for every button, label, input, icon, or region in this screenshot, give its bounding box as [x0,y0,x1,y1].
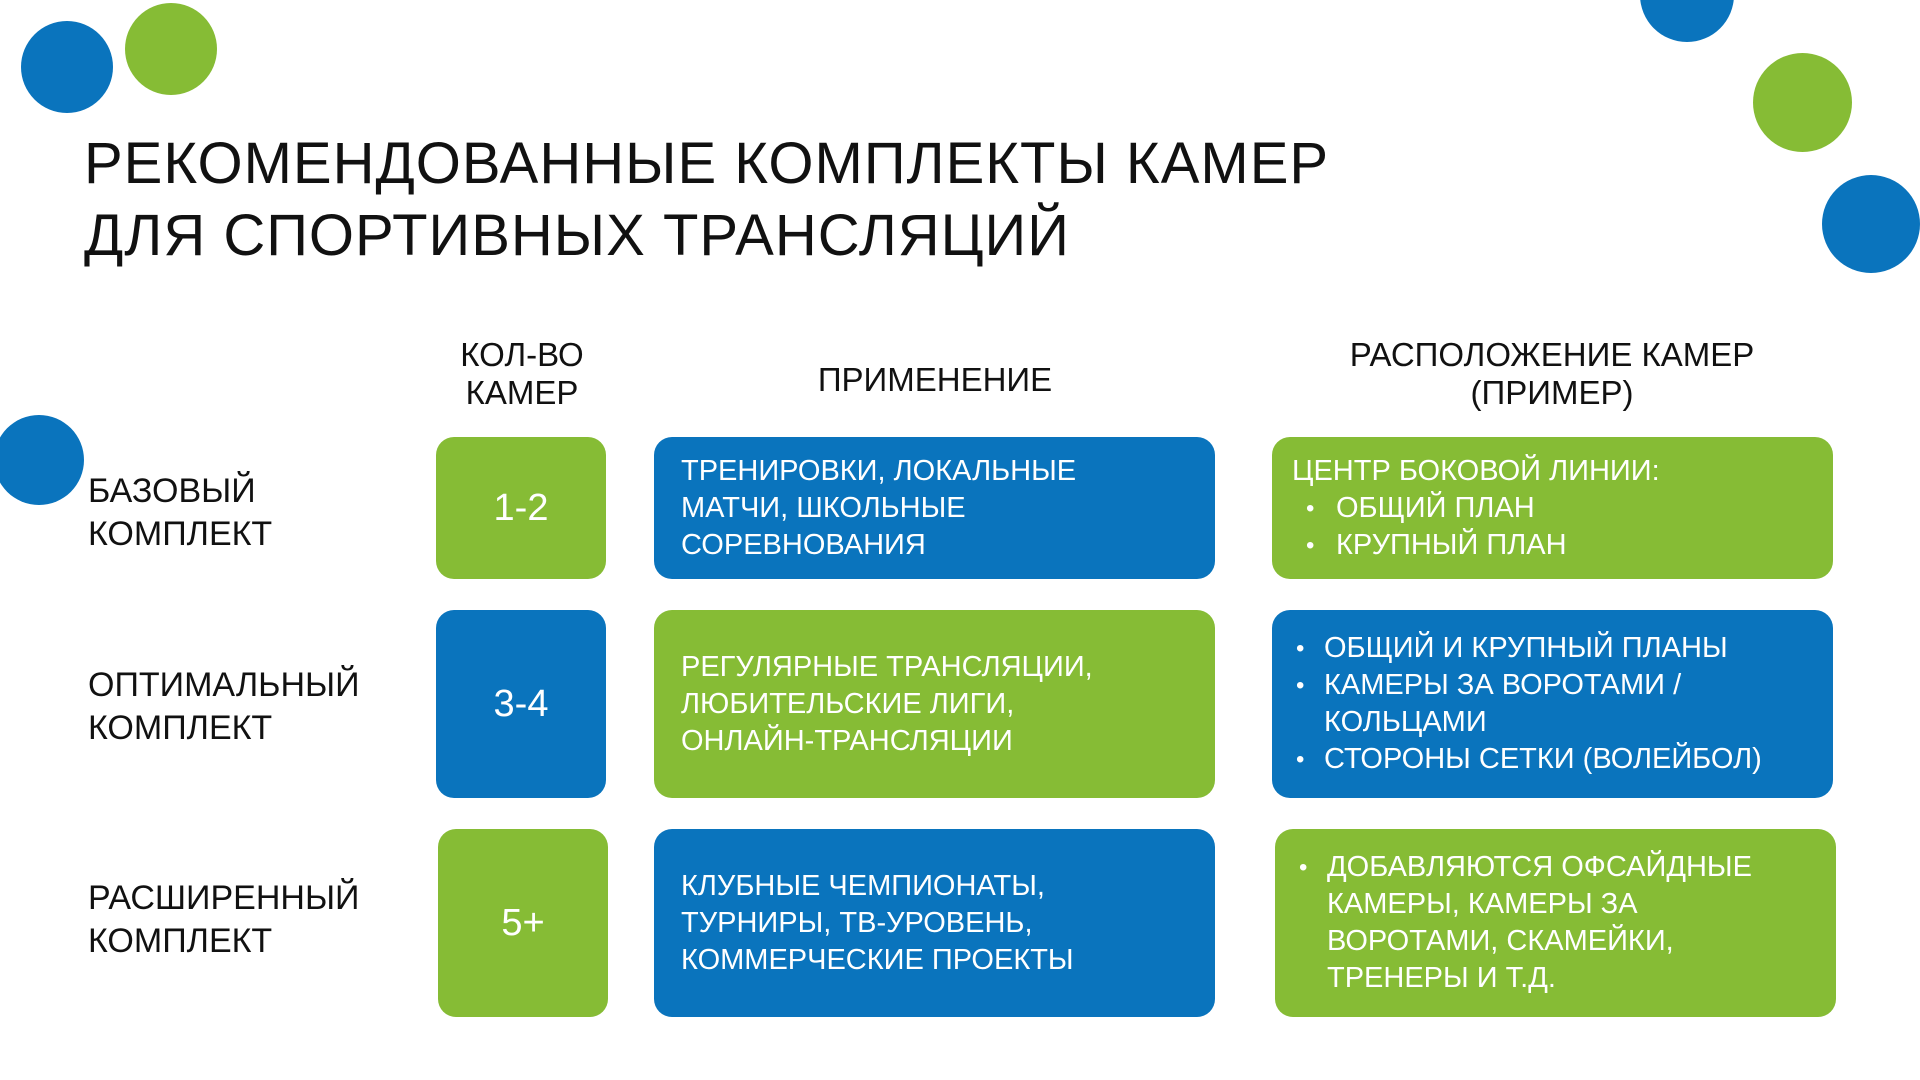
camera-count-extended [438,829,608,1017]
camera-count-basic [436,437,606,579]
application-basic-line-3: СОРЕВНОВАНИЯ [681,528,926,561]
list-item-text: КОЛЬЦАМИ [1324,706,1487,738]
decor-circle-green-right [1753,53,1852,152]
list-item-text: ТРЕНЕРЫ И Т.Д. [1327,962,1556,994]
decor-circle-blue-left [0,415,84,505]
page-title [84,128,1329,272]
list-item-text: • ОБЩИЙ И КРУПНЫЙ ПЛАНЫ [1324,632,1728,664]
row-label-extended-line-2: КОМПЛЕКТ [88,922,273,960]
application-optimal-line-2: ЛЮБИТЕЛЬСКИЕ ЛИГИ, [681,687,1015,720]
row-label-basic [88,470,272,556]
list-item [1292,527,1823,564]
camera-location-extended [1275,829,1836,1017]
camera-location-basic-intro: ЦЕНТР БОКОВОЙ ЛИНИИ: [1292,454,1660,487]
camera-location-optimal [1272,610,1833,798]
row-label-optimal [88,664,360,750]
camera-count-optimal-value: 3-4 [493,682,549,725]
decor-circle-blue-right [1822,175,1920,273]
row-label-optimal-line-2: КОМПЛЕКТ [88,709,273,747]
application-extended-line-1: КЛУБНЫЕ ЧЕМПИОНАТЫ, [681,869,1045,902]
list-item-text: • ОБЩИЙ ПЛАН [1336,491,1535,524]
application-extended [654,829,1215,1017]
page-title-line-2: ДЛЯ СПОРТИВНЫХ ТРАНСЛЯЦИЙ [84,203,1070,268]
application-optimal-line-1: РЕГУЛЯРНЫЕ ТРАНСЛЯЦИИ, [681,650,1093,683]
list-item [1292,630,1823,667]
header-application [655,361,1215,399]
decor-circle-blue-top-right [1640,0,1734,42]
camera-count-extended-value: 5+ [501,901,545,944]
camera-count-basic-value: 1-2 [493,486,549,529]
row-label-optimal-line-1: ОПТИМАЛЬНЫЙ [88,666,360,704]
camera-location-basic-list [1292,490,1823,564]
header-camera-location [1272,336,1832,412]
application-basic-line-1: ТРЕНИРОВКИ, ЛОКАЛЬНЫЕ [681,454,1077,487]
header-application-text: ПРИМЕНЕНИЕ [817,361,1053,398]
decor-circle-green-top-left [125,3,217,95]
header-camera-count-line-1: КОЛ-ВО [460,336,584,373]
application-optimal-line-3: ОНЛАЙН-ТРАНСЛЯЦИИ [681,724,1013,757]
application-extended-line-2: ТУРНИРЫ, ТВ-УРОВЕНЬ, [681,906,1033,939]
camera-location-basic [1272,437,1833,579]
list-item [1292,741,1823,778]
list-item-text: КАМЕРЫ, КАМЕРЫ ЗА [1327,888,1638,920]
list-item-text: • ДОБАВЛЯЮТСЯ ОФСАЙДНЫЕ [1327,851,1752,883]
list-item [1292,667,1823,741]
header-camera-location-line-1: РАСПОЛОЖЕНИЕ КАМЕР [1349,336,1755,373]
list-item-text: • СТОРОНЫ СЕТКИ (ВОЛЕЙБОЛ) [1324,743,1762,775]
camera-location-optimal-list [1292,630,1823,778]
application-basic [654,437,1215,579]
row-label-extended [88,877,360,963]
page-title-line-1: РЕКОМЕНДОВАННЫЕ КОМПЛЕКТЫ КАМЕР [84,131,1330,196]
row-label-basic-line-2: КОМПЛЕКТ [88,515,273,553]
decor-circle-blue-top-left [21,21,113,113]
application-basic-line-2: МАТЧИ, ШКОЛЬНЫЕ [681,491,966,524]
header-camera-count-line-2: КАМЕР [465,374,579,411]
list-item-text: • КРУПНЫЙ ПЛАН [1336,528,1567,561]
list-item-text: ВОРОТАМИ, СКАМЕЙКИ, [1327,925,1674,957]
camera-location-extended-list [1295,849,1826,997]
camera-count-optimal [436,610,606,798]
application-optimal [654,610,1215,798]
list-item-text: • КАМЕРЫ ЗА ВОРОТАМИ / [1324,669,1682,701]
header-camera-location-line-2: (ПРИМЕР) [1470,374,1634,411]
row-label-basic-line-1: БАЗОВЫЙ [88,472,256,510]
application-extended-line-3: КОММЕРЧЕСКИЕ ПРОЕКТЫ [681,943,1074,976]
row-label-extended-line-1: РАСШИРЕННЫЙ [88,879,360,917]
list-item [1295,849,1826,997]
header-camera-count [422,336,622,412]
list-item [1292,490,1823,527]
